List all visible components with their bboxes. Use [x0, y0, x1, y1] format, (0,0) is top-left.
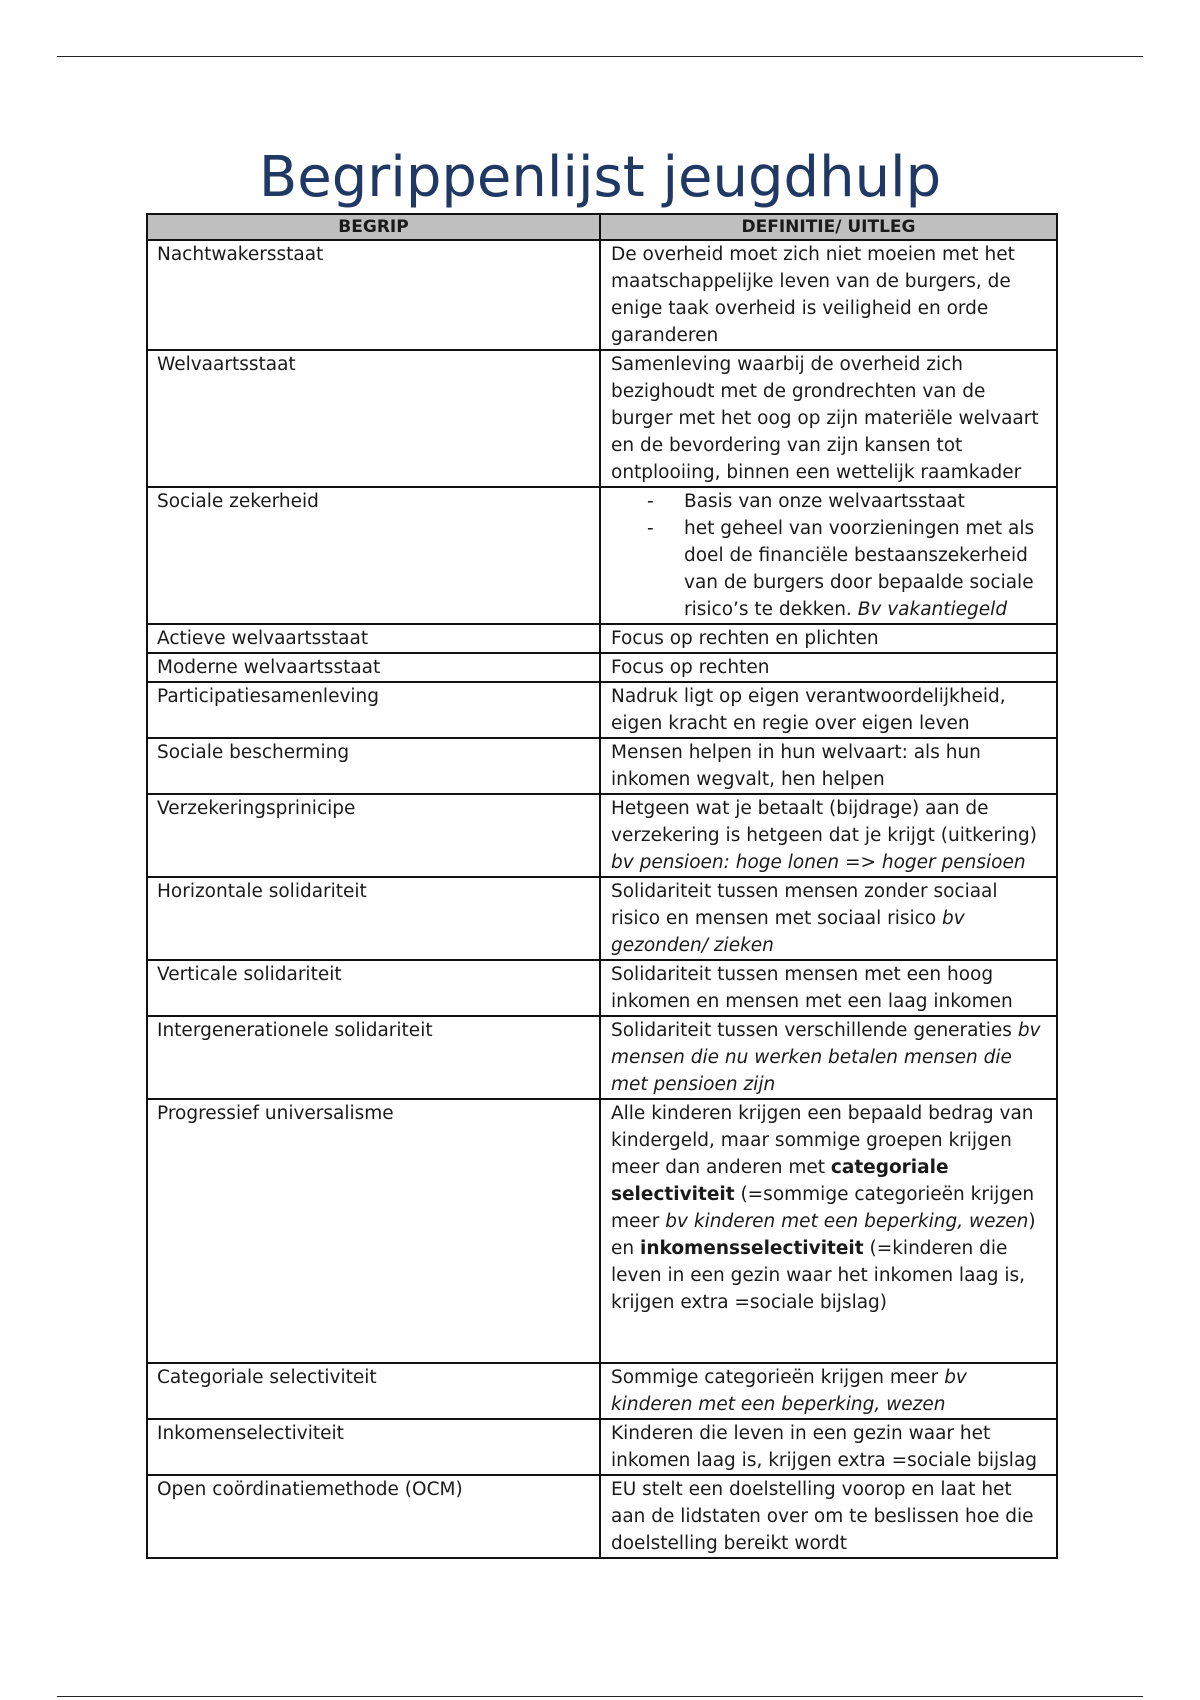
table-row — [147, 624, 1057, 653]
table-row — [147, 738, 1057, 794]
header-rule — [57, 56, 1143, 57]
table-row — [147, 487, 1057, 624]
definition-cell — [600, 487, 1057, 624]
term-cell: Categoriale selectiviteit — [147, 1363, 600, 1419]
definition-text: ) en — [611, 1211, 1036, 1259]
term-cell: Intergenerationele solidariteit — [147, 1016, 600, 1099]
table-header-row — [147, 214, 1057, 240]
term-cell: Moderne welvaartsstaat — [147, 653, 600, 682]
definition-text: (=kinderen die leven in een gezin waar het inkomen laag is, krijgen extra =sociale bijslag) — [611, 1238, 1026, 1313]
bullet-text: het geheel van voorzieningen met als doel de financiële bestaanszekerheid van de burgers door bepaalde sociale risico’s te dekken. — [684, 518, 1035, 620]
example-text: bv mensen die nu werken betalen mensen die met pensioen zijn — [611, 1020, 1041, 1095]
term-cell: Horizontale solidariteit — [147, 877, 600, 960]
footer-rule — [57, 1696, 1143, 1697]
term-cell: Actieve welvaartsstaat — [147, 624, 600, 653]
definition-cell: Focus op rechten en plichten — [600, 624, 1057, 653]
column-header-term: BEGRIP — [147, 214, 600, 240]
definition-cell: Focus op rechten — [600, 653, 1057, 682]
definition-cell — [600, 1363, 1057, 1419]
table-row — [147, 877, 1057, 960]
definition-text: Solidariteit tussen verschillende generaties — [611, 1020, 1012, 1041]
table-row — [147, 1363, 1057, 1419]
example-text: bv kinderen met een beperking, wezen — [611, 1367, 967, 1415]
term-cell: Sociale zekerheid — [147, 487, 600, 624]
page-title: Begrippenlijst jeugdhulp — [258, 145, 942, 210]
table-row — [147, 240, 1057, 350]
column-header-definition: DEFINITIE/ UITLEG — [600, 214, 1057, 240]
example-text: bv gezonden/ zieken — [611, 908, 965, 956]
definition-bullet-list — [611, 488, 1050, 623]
definition-text: Solidariteit tussen mensen zonder sociaal risico en mensen met sociaal risico — [611, 881, 998, 929]
definition-text: (=sommige categorieën krijgen meer — [611, 1184, 1035, 1232]
definition-cell: Kinderen die leven in een gezin waar het inkomen laag is, krijgen extra =sociale bijslag — [600, 1419, 1057, 1475]
definition-cell: Mensen helpen in hun welvaart: als hun inkomen wegvalt, hen helpen — [600, 738, 1057, 794]
table-row — [147, 960, 1057, 1016]
term-cell: Verzekeringsprinicipe — [147, 794, 600, 877]
definition-cell: EU stelt een doelstelling voorop en laat het aan de lidstaten over om te beslissen hoe die doelstelling bereikt wordt — [600, 1475, 1057, 1558]
table-row — [147, 682, 1057, 738]
term-cell: Progressief universalisme — [147, 1099, 600, 1363]
term-cell: Verticale solidariteit — [147, 960, 600, 1016]
definition-cell — [600, 1099, 1057, 1363]
definition-text: Alle kinderen krijgen een bepaald bedrag van kindergeld, maar sommige groepen krijgen meer dan anderen met — [611, 1103, 1034, 1178]
table-row — [147, 794, 1057, 877]
table-row — [147, 1099, 1057, 1363]
bold-term: categoriale selectiviteit — [611, 1157, 949, 1205]
term-cell: Welvaartsstaat — [147, 350, 600, 487]
table-row — [147, 653, 1057, 682]
term-cell: Participatiesamenleving — [147, 682, 600, 738]
bold-term: inkomensselectiviteit — [640, 1238, 864, 1259]
definition-cell: Samenleving waarbij de overheid zich bezighoudt met de grondrechten van de burger met het oog op zijn materiële welvaart en de bevordering van zijn kansen tot ontplooiing, binnen een wettelijk raamkader — [600, 350, 1057, 487]
term-cell: Sociale bescherming — [147, 738, 600, 794]
example-text: bv kinderen met een beperking, wezen — [665, 1211, 1029, 1232]
definition-cell: De overheid moet zich niet moeien met het maatschappelijke leven van de burgers, de enige taak overheid is veiligheid en orde garanderen — [600, 240, 1057, 350]
definition-cell: Solidariteit tussen mensen met een hoog inkomen en mensen met een laag inkomen — [600, 960, 1057, 1016]
definition-cell: Nadruk ligt op eigen verantwoordelijkheid, eigen kracht en regie over eigen leven — [600, 682, 1057, 738]
table-row — [147, 1419, 1057, 1475]
definition-text: Sommige categorieën krijgen meer — [611, 1367, 939, 1388]
example-text: bv pensioen: hoge lonen => hoger pensioen — [611, 852, 1026, 873]
term-cell: Inkomenselectiviteit — [147, 1419, 600, 1475]
glossary-table — [146, 213, 1058, 1559]
example-text: Bv vakantiegeld — [857, 599, 1008, 620]
definition-cell — [600, 877, 1057, 960]
table-row — [147, 350, 1057, 487]
definition-cell — [600, 794, 1057, 877]
list-item: - Basis van onze welvaartsstaat — [611, 488, 1050, 515]
term-cell: Open coördinatiemethode (OCM) — [147, 1475, 600, 1558]
table-row — [147, 1016, 1057, 1099]
definition-text: Hetgeen wat je betaalt (bijdrage) aan de verzekering is hetgeen dat je krijgt (uitkering) — [611, 798, 1037, 846]
list-item — [611, 515, 1050, 623]
table-row — [147, 1475, 1057, 1558]
definition-cell — [600, 1016, 1057, 1099]
term-cell: Nachtwakersstaat — [147, 240, 600, 350]
